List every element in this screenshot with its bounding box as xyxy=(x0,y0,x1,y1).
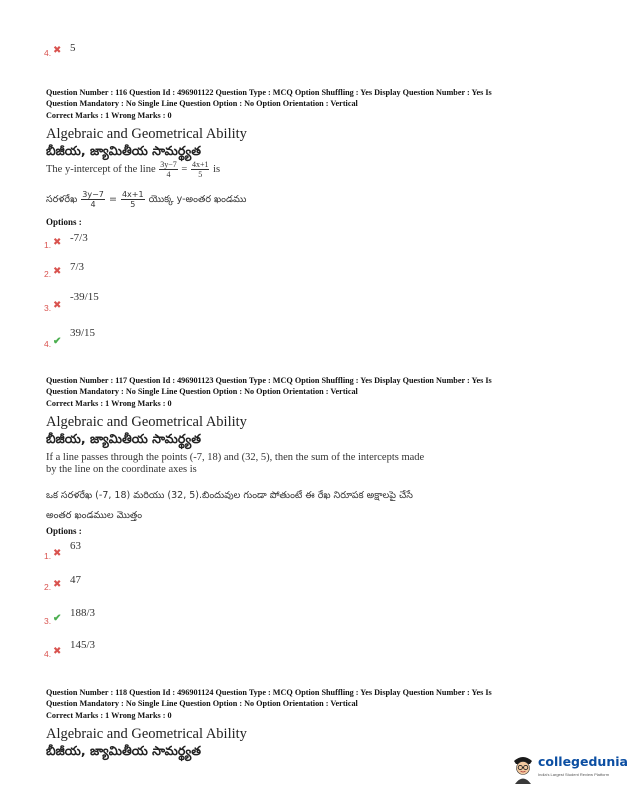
fraction xyxy=(191,160,210,179)
option-text: 145/3 xyxy=(70,639,96,651)
logo-text: collegedunia xyxy=(538,754,628,769)
option-text: -7/3 xyxy=(70,232,88,244)
option-number: 2. xyxy=(44,269,52,279)
question-meta: Question Mandatory : No Single Line Question Option : No Option Orientation : Vertical xyxy=(46,699,358,708)
question-text-telugu xyxy=(46,190,246,209)
question-meta: Question Mandatory : No Single Line Question Option : No Option Orientation : Vertical xyxy=(46,99,358,108)
cross-icon: ✖ xyxy=(53,548,62,559)
option-number: 2. xyxy=(44,582,52,592)
section-heading: Algebraic and Geometrical Ability xyxy=(46,126,247,142)
question-text: If a line passes through the points (-7, 18) and (32, 5), then the sum of the intercepts made xyxy=(46,452,425,463)
fraction-denominator: 5 xyxy=(130,200,136,209)
question-text-prefix: సరళరేఖ xyxy=(46,194,78,205)
option-number: 3. xyxy=(44,303,52,313)
cross-icon: ✖ xyxy=(53,300,62,311)
check-icon: ✔ xyxy=(53,613,62,624)
question-meta: Question Number : 116 Question Id : 496901122 Question Type : MCQ Option Shuffling : Yes Display Question Number : Yes Is xyxy=(46,88,492,97)
fraction-numerator: 3y−7 xyxy=(160,160,177,169)
option-text: 47 xyxy=(70,574,81,586)
fraction xyxy=(121,190,145,209)
fraction-denominator: 4 xyxy=(166,170,171,179)
question-text-suffix: is xyxy=(213,163,221,175)
section-heading-telugu: బీజీయ, జ్యామితీయ సామర్థ్యత xyxy=(46,431,201,446)
cross-icon: ✖ xyxy=(53,266,62,277)
option-number: 1. xyxy=(44,240,52,250)
options-label: Options : xyxy=(46,217,82,227)
equals-sign: = xyxy=(181,163,188,175)
option-text: 7/3 xyxy=(70,261,85,273)
question-text-telugu: ఒక సరళరేఖ (-7, 18) మరియు (32, 5).బిందువుల గుండా పోతుంటే ఈ రేఖ నిరూపక అక్షాలపై చేసే xyxy=(46,490,413,501)
cross-icon: ✖ xyxy=(53,646,62,657)
section-heading-telugu: బీజీయ, జ్యామితీయ సామర్థ్యత xyxy=(46,143,201,158)
question-marks: Correct Marks : 1 Wrong Marks : 0 xyxy=(46,111,172,120)
fraction-numerator: 4x+1 xyxy=(121,190,144,199)
cross-icon: ✖ xyxy=(53,237,62,248)
option-number: 4. xyxy=(44,339,52,349)
cross-icon: ✖ xyxy=(53,579,62,590)
section-heading: Algebraic and Geometrical Ability xyxy=(46,414,247,430)
section-heading: Algebraic and Geometrical Ability xyxy=(46,726,247,742)
question-meta: Question Number : 117 Question Id : 496901123 Question Type : MCQ Option Shuffling : Yes Display Question Number : Yes Is xyxy=(46,376,492,385)
option-text: -39/15 xyxy=(70,291,99,303)
question-text xyxy=(46,160,220,179)
fraction xyxy=(81,190,105,209)
question-marks: Correct Marks : 1 Wrong Marks : 0 xyxy=(46,399,172,408)
mascot-icon xyxy=(510,752,536,784)
question-text: by the line on the coordinate axes is xyxy=(46,464,197,475)
fraction-denominator: 4 xyxy=(90,200,96,209)
equals-sign: = xyxy=(108,194,117,205)
option-number: 1. xyxy=(44,551,52,561)
option-text: 63 xyxy=(70,540,81,552)
fraction xyxy=(159,160,178,179)
option-number: 4. xyxy=(44,649,52,659)
question-text-suffix: యొక్క y-అంతర ఖండము xyxy=(148,194,247,205)
question-meta: Question Mandatory : No Single Line Question Option : No Option Orientation : Vertical xyxy=(46,387,358,396)
question-marks: Correct Marks : 1 Wrong Marks : 0 xyxy=(46,711,172,720)
question-meta: Question Number : 118 Question Id : 496901124 Question Type : MCQ Option Shuffling : Yes Display Question Number : Yes Is xyxy=(46,688,492,697)
question-text-telugu: అంతర ఖండముల మొత్తం xyxy=(46,510,143,521)
section-heading-telugu: బీజీయ, జ్యామితీయ సామర్థ్యత xyxy=(46,743,201,758)
collegedunia-logo[interactable] xyxy=(510,752,628,786)
logo-tagline: India's Largest Student Review Platform xyxy=(538,772,610,777)
option-number: 3. xyxy=(44,616,52,626)
fraction-numerator: 4x+1 xyxy=(191,160,209,169)
fraction-denominator: 5 xyxy=(198,170,203,179)
option-text: 39/15 xyxy=(70,327,96,339)
option-text: 188/3 xyxy=(70,607,96,619)
cross-icon: ✖ xyxy=(53,45,62,56)
option-number: 4. xyxy=(44,48,52,58)
question-text-prefix: The y-intercept of the line xyxy=(46,163,156,175)
check-icon: ✔ xyxy=(53,336,62,347)
fraction-numerator: 3y−7 xyxy=(82,190,104,199)
options-label: Options : xyxy=(46,526,82,536)
option-text: 5 xyxy=(70,42,76,54)
